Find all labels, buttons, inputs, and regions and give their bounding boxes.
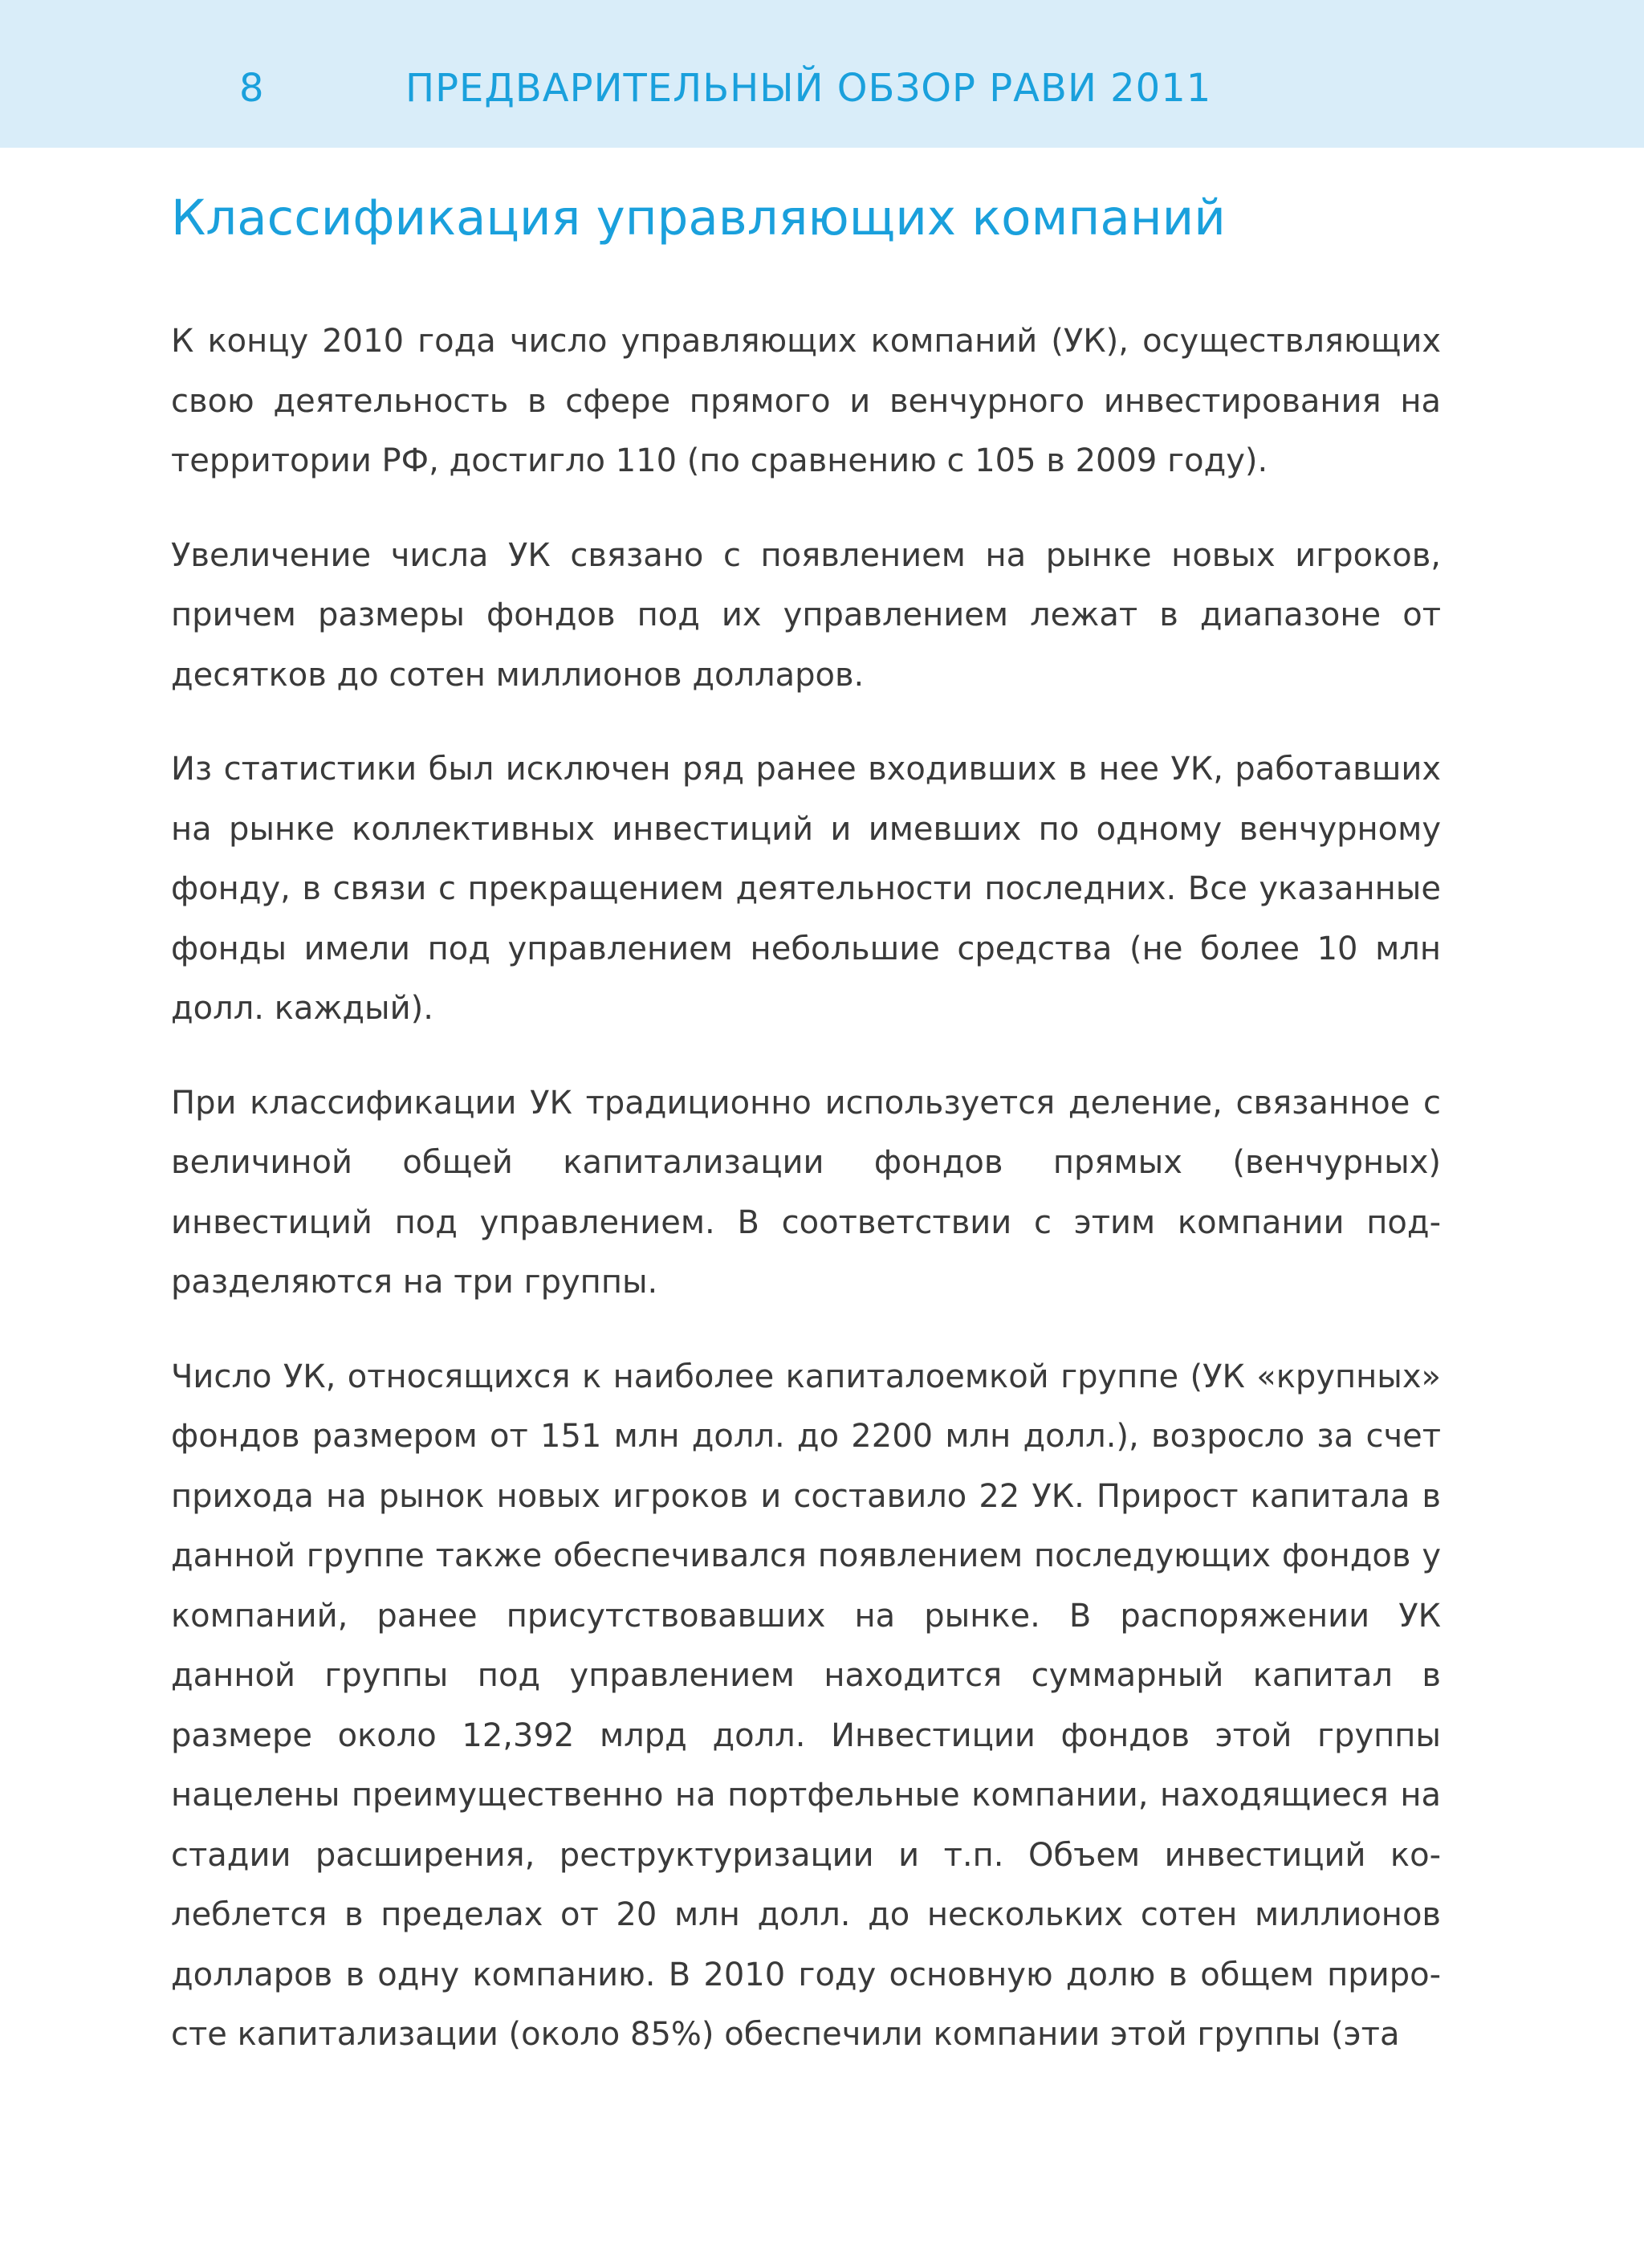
body-text [171,311,1441,2099]
paragraph: Число УК, относящихся к наиболее капиталоемкой группе (УК «крупных» фондов размером от 151 млн долл. до 2200 млн долл.), возросло за счет прихода на рынок новых игроков и составило 22 УК. Прирост капитала в данной группе также обеспечивался появлением последующих фондов у компаний, ранее присутствовавших на рынке. В распоряжении УК данной группы под управлением находится суммарный капитал в размере около 12,392 млрд долл. Инвестиции фондов этой группы нацелены преимущественно на портфельные компании, находящиеся на стадии расширения, реструктуризации и т.п. Объем инвестиций колеблется в пределах от 20 млн долл. до нескольких сотен миллионов долларов в одну компанию. В 2010 году основную долю в общем приросте капитализации (около 85%) обеспечили компании этой группы (эта [171,1358,1441,2053]
page-number: 8 [239,66,264,111]
page-header [0,0,1644,148]
section-title: Классификация управляющих компаний [171,189,1226,246]
paragraph: К концу 2010 года число управляющих компаний (УК), осуществляющих свою деятельность в сфере прямого и венчурного инвестирования на территории РФ, достигло 110 (по сравнению с 105 в 2009 году). [171,323,1441,479]
paragraph: Увеличение числа УК связано с появлением на рынке новых игроков, причем размеры фондов под их управлением лежат в диапазоне от десятков до сотен миллионов долларов. [171,536,1441,694]
paragraph: Из статистики был исключен ряд ранее входивших в нее УК, работавших на рынке коллективных инвестиций и имевших по одному венчурному фонду, в связи с прекращением деятельности последних. Все указанные фонды имели под управлением небольшие средства (не более 10 млн долл. каждый). [171,751,1441,1027]
paragraph: При классификации УК традиционно используется деление, связанное с величиной общей капитализации фондов прямых (венчурных) инвестиций под управлением. В соответствии с этим компании подразделяются на три группы. [171,1084,1441,1301]
running-title: ПРЕДВАРИТЕЛЬНЫЙ ОБЗОР РАВИ 2011 [405,66,1212,111]
